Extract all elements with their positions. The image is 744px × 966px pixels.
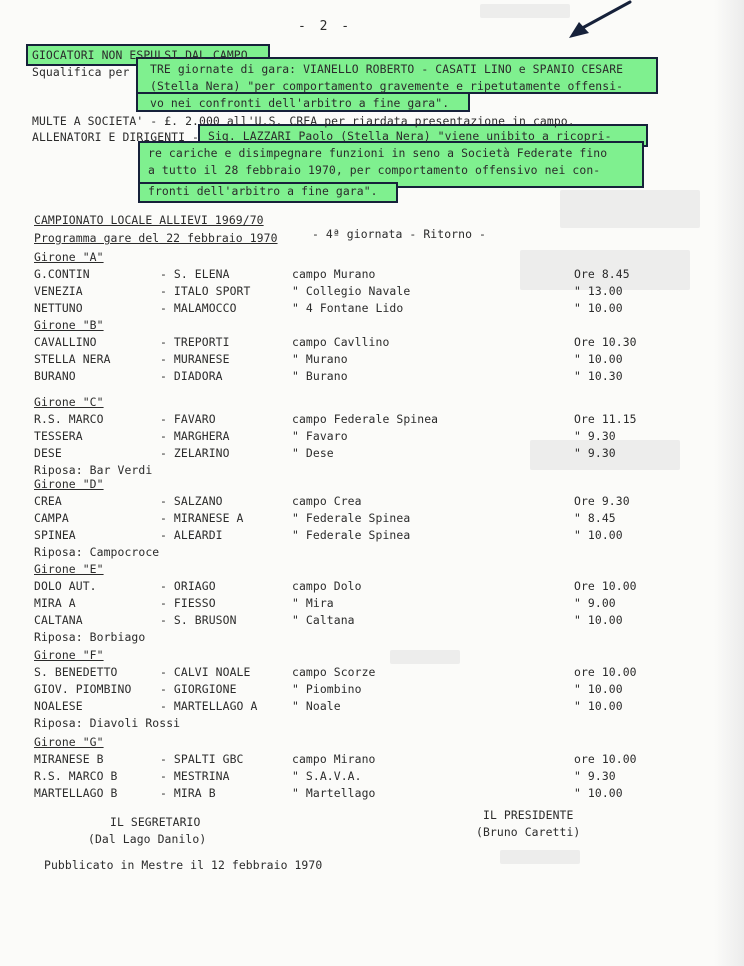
match-field: " Piombino: [292, 682, 362, 696]
match-field: " Martellago: [292, 786, 376, 800]
match-away-team: - S. BRUSON: [160, 613, 237, 627]
match-time: ore 10.00: [574, 665, 637, 679]
match-away-team: - S. ELENA: [160, 267, 230, 281]
match-home-team: MIRA A: [34, 596, 76, 610]
group-heading: Girone "D": [34, 477, 104, 491]
match-home-team: S. BENEDETTO: [34, 665, 118, 679]
match-away-team: - GIORGIONE: [160, 682, 237, 696]
match-home-team: DOLO AUT.: [34, 579, 97, 593]
match-away-team: - MESTRINA: [160, 769, 230, 783]
match-field: campo Federale Spinea: [292, 412, 439, 426]
secretary-title: IL SEGRETARIO: [110, 815, 201, 829]
match-home-team: SPINEA: [34, 528, 76, 542]
group-riposa: Riposa: Diavoli Rossi: [34, 716, 181, 730]
match-away-team: - TREPORTI: [160, 335, 230, 349]
match-field: " Mira: [292, 596, 334, 610]
scan-smudge: [500, 850, 580, 864]
allenatori-text-3: a tutto il 28 febbraio 1970, per comportamento offensivo nei con-: [148, 163, 601, 177]
match-away-team: - MARGHERA: [160, 429, 230, 443]
match-time: Ore 8.45: [574, 267, 630, 281]
match-home-team: MARTELLAGO B: [34, 786, 118, 800]
match-away-team: - FAVARO: [160, 412, 216, 426]
match-away-team: - ZELARINO: [160, 446, 230, 460]
allenatori-text-4: fronti dell'arbitro a fine gara".: [148, 184, 378, 198]
arrow-annotation-icon: [555, 0, 635, 50]
match-time: " 8.45: [574, 511, 616, 525]
match-away-team: - MIRA B: [160, 786, 216, 800]
match-field: " Burano: [292, 369, 348, 383]
match-time: " 10.00: [574, 352, 623, 366]
match-time: " 9.30: [574, 769, 616, 783]
match-time: Ore 10.00: [574, 579, 637, 593]
match-time: " 10.00: [574, 613, 623, 627]
match-away-team: - MARTELLAGO A: [160, 699, 258, 713]
group-heading: Girone "B": [34, 318, 104, 332]
match-home-team: R.S. MARCO: [34, 412, 104, 426]
group-heading: Girone "C": [34, 395, 104, 409]
group-heading: Girone "A": [34, 250, 104, 264]
match-time: " 10.30: [574, 369, 623, 383]
group-heading: Girone "F": [34, 648, 104, 662]
published-line: Pubblicato in Mestre il 12 febbraio 1970: [44, 858, 323, 872]
match-time: Ore 10.30: [574, 335, 637, 349]
allenatori-text-2: re cariche e disimpegnare funzioni in seno a Società Federate fino: [148, 146, 608, 160]
squalifica-label: Squalifica per: [32, 65, 130, 79]
match-home-team: GIOV. PIOMBINO: [34, 682, 132, 696]
match-time: " 10.00: [574, 786, 623, 800]
match-away-team: - SALZANO: [160, 494, 223, 508]
president-title: IL PRESIDENTE: [483, 808, 574, 822]
match-home-team: NETTUNO: [34, 301, 83, 315]
match-field: " S.A.V.A.: [292, 769, 362, 783]
allenatori-text-1: Sig. LAZZARI Paolo (Stella Nera) "viene unibito a ricopri-: [208, 129, 612, 143]
match-home-team: TESSERA: [34, 429, 83, 443]
match-time: Ore 9.30: [574, 494, 630, 508]
match-field: campo Murano: [292, 267, 376, 281]
match-time: " 9.30: [574, 446, 616, 460]
match-field: " Dese: [292, 446, 334, 460]
match-home-team: VENEZIA: [34, 284, 83, 298]
match-home-team: DESE: [34, 446, 62, 460]
match-field: " Noale: [292, 699, 341, 713]
page-number: - 2 -: [298, 19, 353, 34]
match-home-team: CREA: [34, 494, 62, 508]
group-riposa: Riposa: Campocroce: [34, 545, 160, 559]
match-home-team: NOALESE: [34, 699, 83, 713]
giornata-label: - 4ª giornata - Ritorno -: [312, 227, 486, 241]
match-home-team: CALTANA: [34, 613, 83, 627]
match-field: campo Mirano: [292, 752, 376, 766]
match-away-team: - MALAMOCCO: [160, 301, 237, 315]
match-away-team: - CALVI NOALE: [160, 665, 251, 679]
match-time: " 9.00: [574, 596, 616, 610]
match-field: " Federale Spinea: [292, 528, 411, 542]
match-field: campo Crea: [292, 494, 362, 508]
match-time: " 10.00: [574, 301, 623, 315]
match-home-team: CAMPA: [34, 511, 69, 525]
match-time: " 10.00: [574, 682, 623, 696]
match-field: " Federale Spinea: [292, 511, 411, 525]
match-away-team: - MIRANESE A: [160, 511, 244, 525]
group-heading: Girone "E": [34, 562, 104, 576]
match-away-team: - MURANESE: [160, 352, 230, 366]
match-away-team: - DIADORA: [160, 369, 223, 383]
match-away-team: - SPALTI GBC: [160, 752, 244, 766]
multe-text: MULTE A SOCIETA' - £. 2.000 all'U.S. CREA per riardata presentazione in campo.: [32, 114, 575, 128]
squalifica-text-2: (Stella Nera) "per comportamento gravemente e ripetutamente offensi-: [150, 79, 624, 93]
sanctions-heading: GIOCATORI NON ESPULSI DAL CAMPO: [32, 48, 248, 62]
match-time: " 13.00: [574, 284, 623, 298]
group-riposa: Riposa: Bar Verdi: [34, 463, 153, 477]
match-home-team: STELLA NERA: [34, 352, 111, 366]
match-time: Ore 11.15: [574, 412, 637, 426]
match-field: " Collegio Navale: [292, 284, 411, 298]
championship-title: CAMPIONATO LOCALE ALLIEVI 1969/70: [34, 213, 264, 227]
match-field: " 4 Fontane Lido: [292, 301, 404, 315]
match-time: " 9.30: [574, 429, 616, 443]
match-away-team: - FIESSO: [160, 596, 216, 610]
match-home-team: G.CONTIN: [34, 267, 90, 281]
match-time: ore 10.00: [574, 752, 637, 766]
match-field: campo Cavllino: [292, 335, 390, 349]
scan-smudge: [560, 190, 700, 228]
match-field: " Caltana: [292, 613, 355, 627]
secretary-name: (Dal Lago Danilo): [88, 832, 207, 846]
match-away-team: - ALEARDI: [160, 528, 223, 542]
group-heading: Girone "G": [34, 735, 104, 749]
match-field: campo Dolo: [292, 579, 362, 593]
match-field: " Favaro: [292, 429, 348, 443]
page-edge-shadow: [714, 0, 744, 966]
match-home-team: MIRANESE B: [34, 752, 104, 766]
match-home-team: R.S. MARCO B: [34, 769, 118, 783]
match-time: " 10.00: [574, 528, 623, 542]
programma-line: Programma gare del 22 febbraio 1970: [34, 231, 278, 245]
squalifica-text-3: vo nei confronti dell'arbitro a fine gara".: [150, 96, 450, 110]
match-away-team: - ITALO SPORT: [160, 284, 251, 298]
match-field: campo Scorze: [292, 665, 376, 679]
scan-smudge: [390, 650, 460, 664]
match-home-team: BURANO: [34, 369, 76, 383]
president-name: (Bruno Caretti): [476, 825, 581, 839]
allenatori-label: ALLENATORI E DIRIGENTI -: [32, 130, 199, 144]
squalifica-text-1: TRE giornate di gara: VIANELLO ROBERTO - CASATI LINO e SPANIO CESARE: [150, 62, 624, 76]
match-away-team: - ORIAGO: [160, 579, 216, 593]
match-field: " Murano: [292, 352, 348, 366]
group-riposa: Riposa: Borbiago: [34, 630, 146, 644]
match-time: " 10.00: [574, 699, 623, 713]
match-home-team: CAVALLINO: [34, 335, 97, 349]
